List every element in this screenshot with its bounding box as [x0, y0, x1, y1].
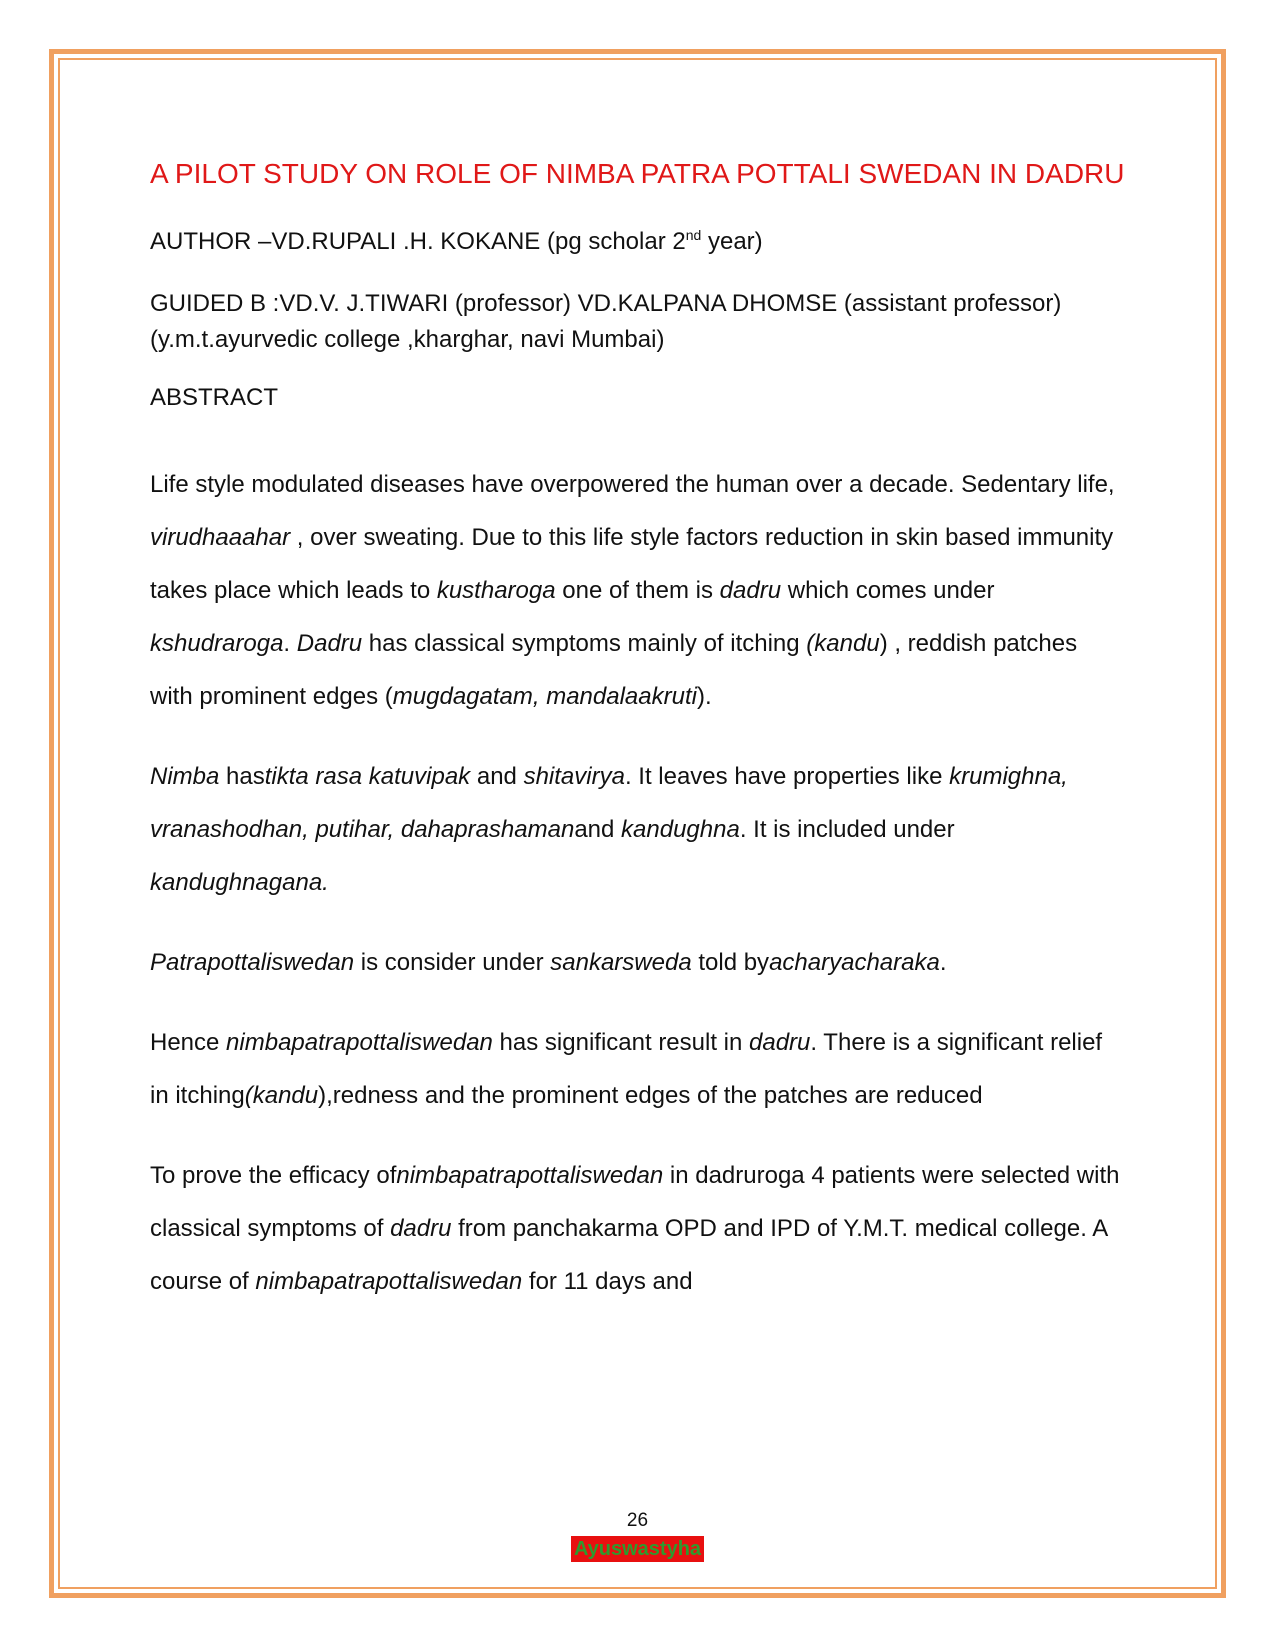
abstract-paragraph	[150, 1016, 1125, 1122]
author-line	[150, 224, 1125, 260]
italic-term: kustharoga	[436, 577, 556, 604]
text-run: which comes under	[781, 577, 995, 604]
italic-term: mugdagatam, mandalaakruti	[392, 683, 697, 710]
abstract-paragraph	[150, 1149, 1125, 1308]
page-number: 26	[626, 1510, 649, 1531]
journal-name: Ayuswastyha	[571, 1536, 704, 1562]
author-text: AUTHOR –VD.RUPALI .H. KOKANE (pg scholar 2	[150, 228, 686, 255]
abstract-heading: ABSTRACT	[150, 384, 279, 411]
italic-term: nimbapatrapottaliswedan	[396, 1162, 664, 1189]
text-run: for 11 days and	[522, 1268, 693, 1295]
italic-term: kandughnagana.	[150, 869, 329, 896]
italic-term: nimbapatrapottaliswedan	[226, 1029, 493, 1056]
text-run: , over sweating. Due to this life style factors reduction in skin based immunity takes place which leads to	[150, 524, 1114, 604]
text-run: To prove the efficacy of	[150, 1162, 397, 1189]
text-run: has	[219, 763, 265, 790]
italic-term: (kandu	[806, 630, 880, 657]
italic-term: Dadru	[296, 630, 363, 657]
text-run: from panchakarma OPD and IPD of Y.M.T. medical college. A course of	[150, 1215, 1107, 1295]
italic-term: dadru	[749, 1029, 811, 1056]
journal-footer	[0, 1536, 1275, 1562]
italic-term: kshudraroga	[150, 630, 284, 657]
text-run: and	[574, 816, 622, 843]
text-run: .	[939, 949, 947, 976]
text-run: one of them is	[555, 577, 720, 604]
author-year: year)	[701, 228, 763, 255]
text-run: told by	[691, 949, 770, 976]
institution-line: (y.m.t.ayurvedic college ,kharghar, navi Mumbai)	[150, 326, 665, 353]
text-run: . There is a significant relief in itching	[150, 1029, 1103, 1109]
text-run: has significant result in	[492, 1029, 750, 1056]
abstract-paragraph	[150, 458, 1125, 723]
italic-term: nimbapatrapottaliswedan	[255, 1268, 523, 1295]
text-run: in dadruroga 4 patients were selected with classical symptoms of	[150, 1162, 1120, 1242]
text-run: has classical symptoms mainly of itching	[362, 630, 807, 657]
italic-term: dadru	[390, 1215, 452, 1242]
guide-line: GUIDED B :VD.V. J.TIWARI (professor) VD.KALPANA DHOMSE (assistant professor)	[150, 290, 1062, 317]
text-run: Hence	[150, 1029, 227, 1056]
guide-info	[150, 286, 1125, 358]
italic-term: tikta rasa katuvipak	[264, 763, 471, 790]
italic-term: Nimba	[150, 763, 220, 790]
article-body	[150, 150, 1125, 1335]
ordinal-suffix: nd	[685, 227, 702, 243]
italic-term: shitavirya	[523, 763, 625, 790]
article-title: A PILOT STUDY ON ROLE OF NIMBA PATRA POTTALI SWEDAN IN DADRU	[150, 158, 1125, 189]
italic-term: acharyacharaka	[769, 949, 940, 976]
italic-term: Patrapottaliswedan	[150, 949, 355, 976]
abstract-paragraph	[150, 936, 1125, 989]
text-run: ).	[696, 683, 712, 710]
italic-term: (kandu	[244, 1082, 319, 1109]
abstract-paragraph	[150, 750, 1125, 909]
text-run: and	[470, 763, 524, 790]
text-run: . It leaves have properties like	[624, 763, 950, 790]
italic-term: dadru	[719, 577, 782, 604]
text-run: .	[283, 630, 297, 657]
text-run: Life style modulated diseases have overpowered the human over a decade. Sedentary life,	[150, 471, 1115, 498]
italic-term: virudhaaahar	[150, 524, 291, 551]
text-run: is consider under	[354, 949, 551, 976]
italic-term: sankarsweda	[550, 949, 692, 976]
text-run: . It is included under	[739, 816, 955, 843]
italic-term: kandughna	[621, 816, 740, 843]
italic-term: krumighna, vranashodhan, putihar, dahaprashaman	[150, 763, 1068, 843]
text-run: ) , reddish patches with prominent edges (	[150, 630, 1078, 710]
text-run: ),redness and the prominent edges of the patches are reduced	[318, 1082, 983, 1109]
